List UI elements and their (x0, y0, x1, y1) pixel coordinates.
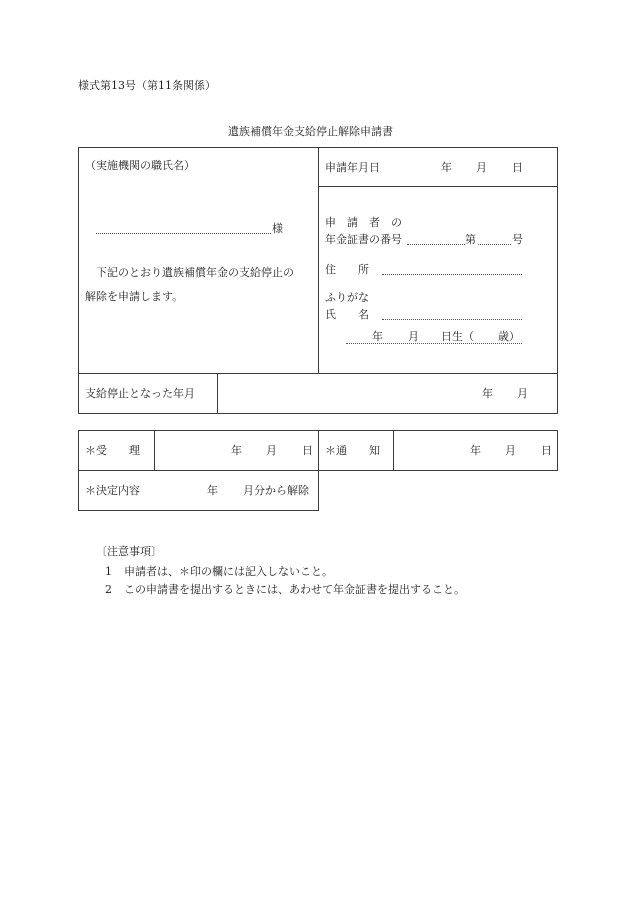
note-1-number: 1 (105, 565, 112, 578)
receipt-label: ＊受 理 (85, 444, 140, 457)
certificate-number-field-1[interactable] (407, 244, 465, 245)
receipt-divider (154, 430, 155, 471)
birth-year: 年 (372, 330, 383, 343)
decision-suffix: 月分から解除 (243, 484, 309, 497)
decision-label: ＊決定内容 (85, 484, 140, 497)
application-date-divider (318, 186, 558, 187)
pension-certificate-number-label: 年金証書の番号 (325, 233, 402, 246)
receipt-month: 月 (266, 444, 277, 457)
document-title: 遺族補償年金支給停止解除申請書 (228, 125, 393, 138)
note-2-text: この申請書を提出するときには、あわせて年金証書を提出すること。 (124, 583, 465, 596)
suspension-row-divider (78, 373, 558, 374)
furigana-label: ふりがな (325, 291, 369, 304)
notice-label: ＊通 知 (325, 444, 380, 457)
name-label: 氏 名 (325, 308, 369, 321)
decision-year: 年 (207, 484, 218, 497)
receipt-year: 年 (231, 444, 242, 457)
application-box-divider (318, 147, 319, 373)
birth-month: 月 (408, 330, 419, 343)
birth-day-born: 日生（ (441, 330, 474, 343)
application-date-month: 月 (476, 161, 487, 174)
application-date-label: 申請年月日 (325, 161, 380, 174)
honorific-sama: 様 (272, 222, 283, 235)
suspension-year: 年 (482, 387, 493, 400)
suspension-label-divider (217, 373, 218, 414)
name-field[interactable] (382, 319, 522, 320)
notes-heading: 〔注意事項〕 (96, 545, 162, 558)
application-statement-line1: 下記のとおり遺族補償年金の支給停止の (96, 266, 294, 279)
notice-day: 日 (541, 444, 552, 457)
notice-year: 年 (470, 444, 481, 457)
birth-age: 歳） (498, 330, 520, 343)
suspension-month-label: 支給停止となった年月 (85, 387, 195, 400)
address-label: 住 所 (325, 263, 369, 276)
application-date-day: 日 (512, 161, 523, 174)
address-field[interactable] (382, 274, 522, 275)
suspension-month: 月 (517, 387, 528, 400)
notice-month: 月 (505, 444, 516, 457)
application-statement-line2: 解除を申請します。 (85, 290, 184, 303)
applicant-label: 申 請 者 の (325, 216, 402, 229)
certificate-go: 号 (512, 233, 523, 246)
note-2-number: 2 (105, 583, 112, 596)
institution-label: （実施機関の職氏名） (85, 159, 195, 172)
note-1-text: 申請者は、＊印の欄には記入しないこと。 (124, 565, 333, 578)
application-date-year: 年 (441, 161, 452, 174)
birth-date-field[interactable] (346, 343, 522, 344)
institution-name-field[interactable] (96, 233, 271, 234)
form-number: 様式第13号（第11条関係） (78, 79, 216, 92)
notice-divider (393, 430, 394, 471)
certificate-dai: 第 (465, 233, 476, 246)
certificate-number-field-2[interactable] (478, 244, 511, 245)
receipt-day: 日 (302, 444, 313, 457)
